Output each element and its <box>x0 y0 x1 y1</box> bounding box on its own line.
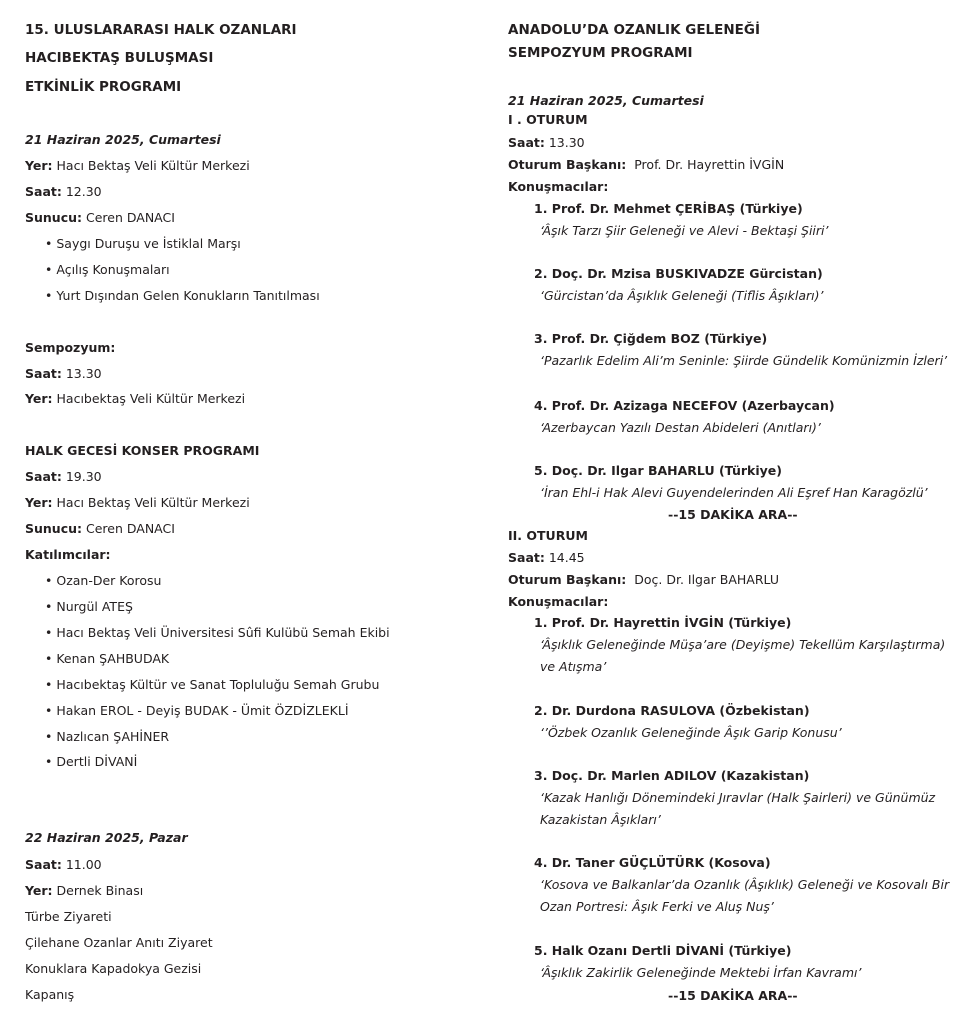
speaker-name: 2. Dr. Durdona RASULOVA (Özbekistan) <box>534 703 810 718</box>
session1-speakers-label: Konuşmacılar: <box>508 179 609 194</box>
day2-place: Yer: Dernek Binası <box>25 883 144 898</box>
speaker-talk: ‘Âşıklık Zakirlik Geleneğinde Mektebi İrfan Kavramı’ <box>540 965 862 980</box>
speaker-talk: ‘Âşık Tarzı Şiir Geleneği ve Alevi - Bektaşi Şiiri’ <box>540 223 829 238</box>
speaker-name: 3. Prof. Dr. Çiğdem BOZ (Türkiye) <box>534 331 768 346</box>
opening-item: • Açılış Konuşmaları <box>45 261 170 278</box>
speaker-talk: ve Atışma’ <box>540 659 607 674</box>
session1-chair: Oturum Başkanı: Prof. Dr. Hayrettin İVGİN <box>508 157 785 172</box>
speaker-name: 1. Prof. Dr. Mehmet ÇERİBAŞ (Türkiye) <box>534 201 803 216</box>
speaker-talk: ‘Kosova ve Balkanlar’da Ozanlık (Âşıklık) Geleneği ve Kosovalı Bir <box>540 877 950 892</box>
day2-date: 22 Haziran 2025, Pazar <box>25 830 188 845</box>
right-title-line-1: ANADOLU’DA OZANLIK GELENEĞİ <box>508 22 760 38</box>
speaker-name: 4. Prof. Dr. Azizaga NECEFOV (Azerbaycan) <box>534 398 835 413</box>
session2-title: II. OTURUM <box>508 528 588 543</box>
session2-speakers-label: Konuşmacılar: <box>508 594 609 609</box>
concert-heading: HALK GECESİ KONSER PROGRAMI <box>25 443 260 458</box>
session1-title: I . OTURUM <box>508 112 588 127</box>
left-title-line-2: HACIBEKTAŞ BULUŞMASI <box>25 50 214 66</box>
participant-item: • Dertli DİVANİ <box>45 753 137 770</box>
opening-item: • Yurt Dışından Gelen Konukların Tanıtılması <box>45 287 320 304</box>
participant-item: • Kenan ŞAHBUDAK <box>45 650 169 667</box>
left-title-line-1: 15. ULUSLARARASI HALK OZANLARI <box>25 22 297 38</box>
participant-item: • Ozan-Der Korosu <box>45 572 161 589</box>
speaker-name: 3. Doç. Dr. Marlen ADILOV (Kazakistan) <box>534 768 810 783</box>
day2-item: Türbe Ziyareti <box>25 909 112 924</box>
day1-date: 21 Haziran 2025, Cumartesi <box>25 132 221 147</box>
speaker-talk: ‘Azerbaycan Yazılı Destan Abideleri (Anıtları)’ <box>540 420 821 435</box>
opening-host: Sunucu: Ceren DANACI <box>25 210 175 225</box>
left-title-line-3: ETKİNLİK PROGRAMI <box>25 79 182 95</box>
participant-item: • Nurgül ATEŞ <box>45 598 133 615</box>
speaker-talk: Kazakistan Âşıkları’ <box>540 812 661 827</box>
speaker-name: 5. Doç. Dr. Ilgar BAHARLU (Türkiye) <box>534 463 782 478</box>
symposium-heading: Sempozyum: <box>25 340 116 355</box>
participant-item: • Hacı Bektaş Veli Üniversitesi Sûfi Kulübü Semah Ekibi <box>45 624 390 641</box>
concert-place: Yer: Hacı Bektaş Veli Kültür Merkezi <box>25 495 250 510</box>
participant-item: • Hakan EROL - Deyiş BUDAK - Ümit ÖZDİZLEKLİ <box>45 702 349 719</box>
speaker-talk: ‘İran Ehl-i Hak Alevi Guyendelerinden Ali Eşref Han Karagözlü’ <box>540 485 928 500</box>
day2-time: Saat: 11.00 <box>25 857 102 872</box>
speaker-talk: ‘Kazak Hanlığı Dönemindeki Jıravlar (Halk Şairleri) ve Günümüz <box>540 790 936 805</box>
session2-chair: Oturum Başkanı: Doç. Dr. Ilgar BAHARLU <box>508 572 780 587</box>
speaker-talk: ‘’Özbek Ozanlık Geleneğinde Âşık Garip Konusu’ <box>540 725 842 740</box>
speaker-talk: ‘Âşıklık Geleneğinde Müşa’are (Deyişme) Tekellüm Karşılaştırma) <box>540 637 946 652</box>
session1-time: Saat: 13.30 <box>508 135 585 150</box>
speaker-talk: ‘Pazarlık Edelim Ali’m Seninle: Şiirde Gündelik Komünizmin İzleri’ <box>540 353 948 368</box>
concert-time: Saat: 19.30 <box>25 469 102 484</box>
speaker-talk: Ozan Portresi: Âşık Ferki ve Aluş Nuş’ <box>540 899 774 914</box>
session2-time: Saat: 14.45 <box>508 550 585 565</box>
right-title-line-2: SEMPOZYUM PROGRAMI <box>508 45 693 61</box>
opening-time: Saat: 12.30 <box>25 184 102 199</box>
break-label: --15 DAKİKA ARA-- <box>668 988 798 1003</box>
opening-place: Yer: Hacı Bektaş Veli Kültür Merkezi <box>25 158 250 173</box>
day2-item: Çilehane Ozanlar Anıtı Ziyaret <box>25 935 213 950</box>
speaker-talk: ‘Gürcistan’da Âşıklık Geleneği (Tiflis Âşıkları)’ <box>540 288 824 303</box>
opening-item: • Saygı Duruşu ve İstiklal Marşı <box>45 235 241 252</box>
concert-host: Sunucu: Ceren DANACI <box>25 521 175 536</box>
speaker-name: 4. Dr. Taner GÜÇLÜTÜRK (Kosova) <box>534 855 771 870</box>
speaker-name: 2. Doç. Dr. Mzisa BUSKIVADZE Gürcistan) <box>534 266 823 281</box>
day2-item: Kapanış <box>25 987 75 1002</box>
participant-item: • Hacıbektaş Kültür ve Sanat Topluluğu Semah Grubu <box>45 676 379 693</box>
symposium-date: 21 Haziran 2025, Cumartesi <box>508 93 704 108</box>
participant-item: • Nazlıcan ŞAHİNER <box>45 728 169 745</box>
day2-item: Konuklara Kapadokya Gezisi <box>25 961 202 976</box>
speaker-name: 1. Prof. Dr. Hayrettin İVGİN (Türkiye) <box>534 615 792 630</box>
symposium-place: Yer: Hacıbektaş Veli Kültür Merkezi <box>25 391 246 406</box>
break-label: --15 DAKİKA ARA-- <box>668 507 798 522</box>
symposium-time: Saat: 13.30 <box>25 366 102 381</box>
speaker-name: 5. Halk Ozanı Dertli DİVANİ (Türkiye) <box>534 943 792 958</box>
participants-label: Katılımcılar: <box>25 547 111 562</box>
